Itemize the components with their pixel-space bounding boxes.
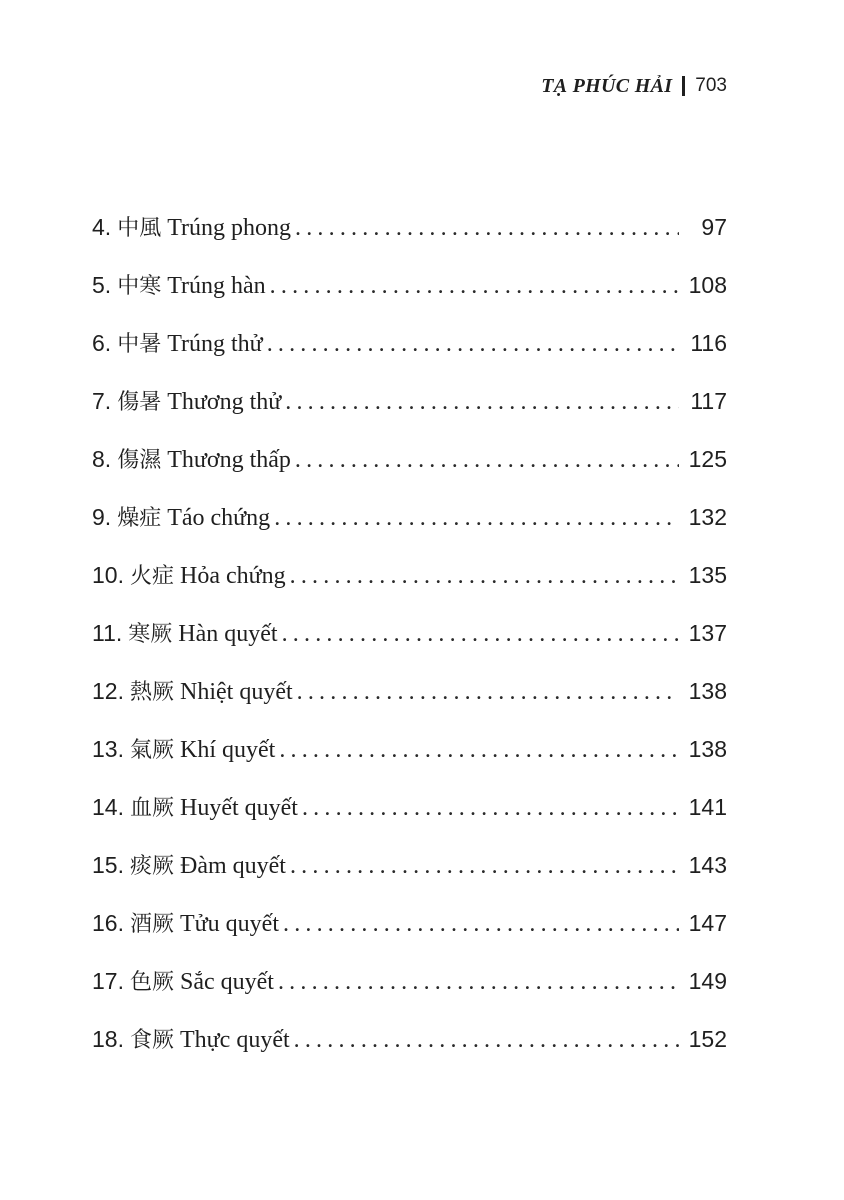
entry-number: 18. — [92, 1026, 124, 1052]
entry-han-characters: 色厥 — [129, 970, 174, 995]
entry-number: 16. — [92, 910, 124, 936]
entry-page: 116 — [690, 330, 727, 356]
entry-han-characters: 傷暑 — [117, 390, 162, 415]
dot-leader — [290, 846, 679, 886]
entry-han-characters: 火症 — [129, 564, 174, 589]
dot-leader — [294, 1020, 679, 1060]
dot-leader — [295, 208, 679, 248]
entry-number: 11. — [92, 620, 123, 646]
entry-han-characters: 燥症 — [117, 506, 162, 531]
entry-page: 143 — [688, 852, 727, 878]
entry-title: Huyết quyết — [180, 795, 298, 821]
entry-title: Nhiệt quyết — [180, 679, 293, 705]
entry-page: 138 — [688, 736, 727, 762]
entry-number: 7. — [92, 388, 112, 414]
entry-page: 125 — [688, 446, 727, 472]
dot-leader — [302, 788, 679, 828]
entry-han-characters: 中寒 — [117, 274, 162, 299]
dot-leader — [278, 962, 679, 1002]
entry-han-characters: 痰厥 — [129, 854, 174, 879]
entry-number: 4. — [92, 214, 112, 240]
entry-page: 132 — [688, 504, 727, 530]
entry-number: 15. — [92, 852, 124, 878]
toc-entry — [92, 381, 727, 439]
entry-title: Thương thấp — [167, 447, 291, 473]
dot-leader — [270, 266, 679, 306]
dot-leader — [285, 382, 679, 422]
entry-title: Trúng thử — [167, 331, 263, 357]
header-author: TẠ PHÚC HẢI — [541, 75, 673, 97]
toc-entry — [92, 787, 727, 845]
entry-number: 10. — [92, 562, 124, 588]
entry-number: 6. — [92, 330, 112, 356]
entry-title: Thương thử — [167, 389, 282, 415]
dot-leader — [267, 324, 679, 364]
entry-number: 12. — [92, 678, 124, 704]
entry-han-characters: 中暑 — [117, 332, 162, 357]
entry-title: Hỏa chứng — [180, 563, 286, 589]
entry-page: 97 — [701, 214, 727, 240]
dot-leader — [297, 672, 679, 712]
entry-number: 9. — [92, 504, 112, 530]
entry-han-characters: 食厥 — [129, 1028, 174, 1053]
toc-entry — [92, 613, 727, 671]
toc-entry — [92, 497, 727, 555]
entry-title: Táo chứng — [167, 505, 271, 531]
running-header — [541, 74, 727, 98]
dot-leader — [279, 730, 679, 770]
entry-han-characters: 酒厥 — [129, 912, 174, 937]
dot-leader — [274, 498, 679, 538]
dot-leader — [295, 440, 679, 480]
entry-page: 141 — [688, 794, 727, 820]
entry-page: 147 — [688, 910, 727, 936]
entry-number: 13. — [92, 736, 124, 762]
toc-entry — [92, 845, 727, 903]
entry-title: Tửu quyết — [180, 911, 279, 937]
entry-han-characters: 氣厥 — [129, 738, 174, 763]
entry-title: Hàn quyết — [178, 621, 278, 647]
entry-page: 149 — [688, 968, 727, 994]
entry-number: 14. — [92, 794, 124, 820]
entry-han-characters: 寒厥 — [128, 622, 173, 647]
toc-entry — [92, 1019, 727, 1077]
entry-han-characters: 傷濕 — [117, 448, 162, 473]
page-number: 703 — [695, 75, 727, 96]
entry-page: 135 — [688, 562, 727, 588]
toc-entry — [92, 903, 727, 961]
entry-title: Trúng hàn — [167, 273, 266, 299]
entry-page: 108 — [688, 272, 727, 298]
entry-title: Đàm quyết — [180, 853, 286, 879]
entry-title: Thực quyết — [180, 1027, 290, 1053]
entry-page: 152 — [688, 1026, 727, 1052]
toc-entry — [92, 555, 727, 613]
entry-number: 5. — [92, 272, 112, 298]
entry-han-characters: 熱厥 — [129, 680, 174, 705]
dot-leader — [290, 556, 679, 596]
entry-page: 137 — [688, 620, 727, 646]
entry-page: 138 — [688, 678, 727, 704]
toc-entry — [92, 207, 727, 265]
entry-title: Sắc quyết — [180, 969, 274, 995]
header-divider — [682, 76, 685, 96]
dot-leader — [283, 904, 679, 944]
dot-leader — [282, 614, 679, 654]
entry-number: 17. — [92, 968, 124, 994]
entry-han-characters: 中風 — [117, 216, 162, 241]
entry-page: 117 — [690, 388, 727, 414]
toc-entry — [92, 265, 727, 323]
toc-entry — [92, 961, 727, 1019]
toc-entry — [92, 729, 727, 787]
entry-title: Khí quyết — [180, 737, 276, 763]
entry-han-characters: 血厥 — [129, 796, 174, 821]
toc-entry — [92, 323, 727, 381]
toc-entry — [92, 671, 727, 729]
toc-entry — [92, 439, 727, 497]
entry-number: 8. — [92, 446, 112, 472]
entry-title: Trúng phong — [167, 215, 292, 241]
table-of-contents — [92, 207, 727, 1077]
